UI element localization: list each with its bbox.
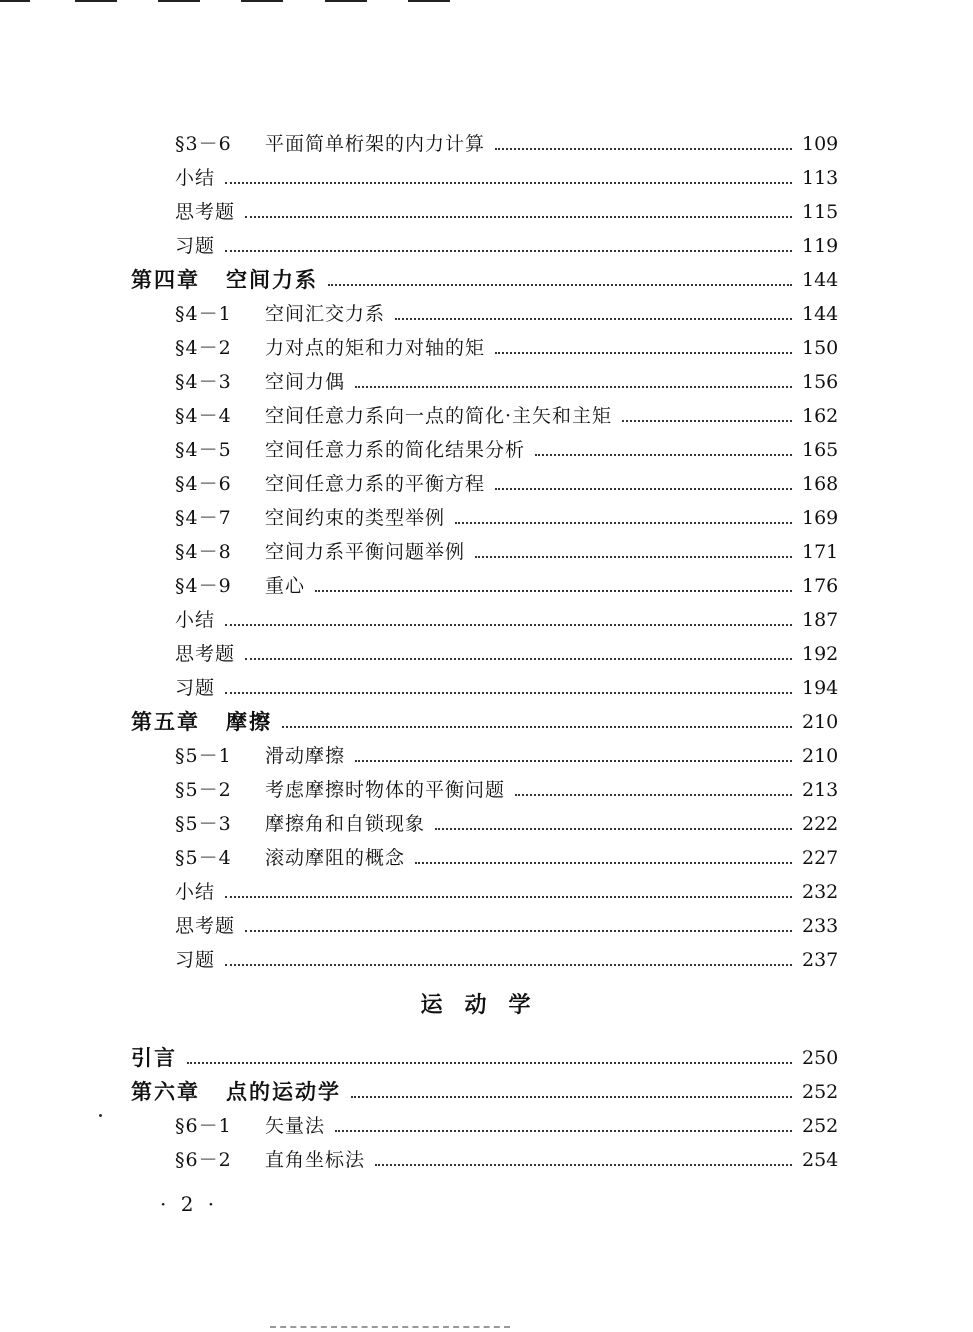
toc-page-number: 162: [802, 405, 839, 427]
dot-leader: [187, 1062, 792, 1064]
toc-title: 滚动摩阻的概念: [265, 847, 406, 869]
toc-page-number: 250: [802, 1047, 839, 1069]
toc-title: 思考题: [175, 201, 236, 223]
toc-title: 思考题: [175, 643, 236, 665]
toc-title: 空间任意力系的平衡方程: [265, 473, 486, 495]
toc-title: 空间力系平衡问题举例: [265, 541, 466, 563]
toc-page-number: 210: [802, 745, 839, 767]
dot-leader: [375, 1164, 792, 1166]
section-number: §3－6: [175, 133, 232, 155]
table-of-contents: [0, 121, 973, 1171]
toc-page-number: 119: [802, 235, 839, 257]
toc-title: 空间任意力系的简化结果分析: [265, 439, 526, 461]
dot-leader: [395, 318, 792, 320]
dot-leader: [225, 250, 792, 252]
toc-chapter-row: [0, 699, 973, 733]
toc-page-number: 115: [802, 201, 839, 223]
chapter-number: 第六章: [131, 1079, 200, 1104]
toc-section-row: [0, 325, 973, 359]
toc-page-number: 210: [802, 711, 839, 733]
toc-section-row: [0, 733, 973, 767]
dot-leader: [245, 658, 792, 660]
toc-section-row: [0, 563, 973, 597]
section-number: §5－1: [175, 745, 232, 767]
dot-leader: [351, 1096, 792, 1098]
chapter-number: 第五章: [131, 709, 200, 734]
toc-title: 滑动摩擦: [265, 745, 346, 767]
toc-chapter-row: [0, 1035, 973, 1069]
dot-leader: [455, 522, 792, 524]
dot-leader: [315, 590, 792, 592]
dot-leader: [495, 488, 792, 490]
toc-group-kinematics: [0, 1035, 973, 1171]
toc-title: 点的运动学: [226, 1079, 341, 1104]
toc-title: 考虑摩擦时物体的平衡问题: [265, 779, 506, 801]
dot-leader: [225, 692, 792, 694]
section-number: §5－4: [175, 847, 232, 869]
toc-title: 空间约束的类型举例: [265, 507, 446, 529]
toc-group-statics: [0, 121, 973, 971]
section-number: §4－2: [175, 337, 232, 359]
toc-item-row: [0, 869, 973, 903]
toc-page-number: 233: [802, 915, 839, 937]
toc-title: 空间力系: [226, 267, 318, 292]
toc-page-number: 113: [802, 167, 839, 189]
toc-page-number: 252: [802, 1081, 839, 1103]
toc-title: 习题: [175, 235, 216, 257]
toc-section-row: [0, 461, 973, 495]
top-scan-rules: [0, 0, 973, 4]
toc-title: 小结: [175, 609, 216, 631]
toc-page-number: 213: [802, 779, 839, 801]
toc-title: 空间力偶: [265, 371, 346, 393]
toc-section-row: [0, 529, 973, 563]
dot-leader: [622, 420, 792, 422]
chapter-number: 第四章: [131, 267, 200, 292]
dot-leader: [355, 760, 792, 762]
dot-leader: [225, 896, 792, 898]
toc-page-number: 192: [802, 643, 839, 665]
section-number: §4－4: [175, 405, 232, 427]
dot-leader: [535, 454, 792, 456]
dot-leader: [475, 556, 792, 558]
section-number: §4－1: [175, 303, 232, 325]
toc-item-row: [0, 189, 973, 223]
dot-leader: [225, 624, 792, 626]
toc-title: 力对点的矩和力对轴的矩: [265, 337, 486, 359]
section-number: §4－5: [175, 439, 232, 461]
toc-page-number: 194: [802, 677, 839, 699]
toc-section-row: [0, 393, 973, 427]
toc-item-row: [0, 223, 973, 257]
part-heading: 运动学: [420, 993, 553, 1018]
toc-title: 习题: [175, 677, 216, 699]
dot-leader: [328, 284, 792, 286]
section-number: §4－9: [175, 575, 232, 597]
toc-page-number: 150: [802, 337, 839, 359]
toc-title: 矢量法: [265, 1115, 326, 1137]
toc-chapter-row: [0, 1069, 973, 1103]
toc-section-row: [0, 1103, 973, 1137]
dot-leader: [495, 352, 792, 354]
toc-section-row: [0, 835, 973, 869]
section-number: §6－2: [175, 1149, 232, 1171]
dot-leader: [515, 794, 792, 796]
toc-section-row: [0, 427, 973, 461]
toc-chapter-row: [0, 257, 973, 291]
toc-title: 平面简单桁架的内力计算: [265, 133, 486, 155]
toc-item-row: [0, 665, 973, 699]
toc-item-row: [0, 155, 973, 189]
dot-leader: [225, 182, 792, 184]
scan-noise: [270, 1320, 510, 1328]
dot-leader: [495, 148, 792, 150]
dot-leader: [415, 862, 792, 864]
section-number: §4－7: [175, 507, 232, 529]
toc-page-number: 156: [802, 371, 839, 393]
dot-leader: [245, 930, 792, 932]
toc-section-row: [0, 767, 973, 801]
section-number: §4－6: [175, 473, 232, 495]
toc-section-row: [0, 1137, 973, 1171]
toc-page-number: 187: [802, 609, 839, 631]
toc-page-number: 232: [802, 881, 839, 903]
toc-item-row: [0, 903, 973, 937]
toc-section-row: [0, 291, 973, 325]
toc-title: 直角坐标法: [265, 1149, 366, 1171]
toc-page-number: 222: [802, 813, 839, 835]
toc-page-number: 169: [802, 507, 839, 529]
toc-title: 摩擦: [226, 709, 272, 734]
dot-leader: [335, 1130, 792, 1132]
toc-page-number: 252: [802, 1115, 839, 1137]
page-number: · 2 ·: [160, 1192, 219, 1216]
toc-page-number: 227: [802, 847, 839, 869]
toc-page-number: 168: [802, 473, 839, 495]
toc-title: 空间汇交力系: [265, 303, 386, 325]
toc-item-row: [0, 597, 973, 631]
dot-leader: [225, 964, 792, 966]
section-number: §4－3: [175, 371, 232, 393]
toc-title: 空间任意力系向一点的简化·主矢和主矩: [265, 405, 613, 427]
toc-title: 思考题: [175, 915, 236, 937]
toc-page-number: 237: [802, 949, 839, 971]
toc-page-number: 254: [802, 1149, 839, 1171]
dot-leader: [355, 386, 792, 388]
toc-page-number: 171: [802, 541, 839, 563]
toc-page-number: 109: [802, 133, 839, 155]
toc-item-row: [0, 937, 973, 971]
toc-title: 重心: [265, 575, 306, 597]
stray-mark: [99, 1114, 102, 1117]
toc-page-number: 165: [802, 439, 839, 461]
dot-leader: [245, 216, 792, 218]
toc-page-number: 176: [802, 575, 839, 597]
toc-section-row: [0, 121, 973, 155]
section-number: §6－1: [175, 1115, 232, 1137]
toc-title: 引言: [131, 1045, 177, 1070]
dot-leader: [282, 726, 792, 728]
dot-leader: [435, 828, 792, 830]
toc-section-row: [0, 801, 973, 835]
toc-section-row: [0, 359, 973, 393]
toc-item-row: [0, 631, 973, 665]
toc-title: 习题: [175, 949, 216, 971]
section-number: §5－3: [175, 813, 232, 835]
toc-title: 摩擦角和自锁现象: [265, 813, 426, 835]
section-number: §4－8: [175, 541, 232, 563]
toc-title: 小结: [175, 167, 216, 189]
toc-page-number: 144: [802, 269, 839, 291]
section-number: §5－2: [175, 779, 232, 801]
toc-section-row: [0, 495, 973, 529]
toc-title: 小结: [175, 881, 216, 903]
toc-page-number: 144: [802, 303, 839, 325]
